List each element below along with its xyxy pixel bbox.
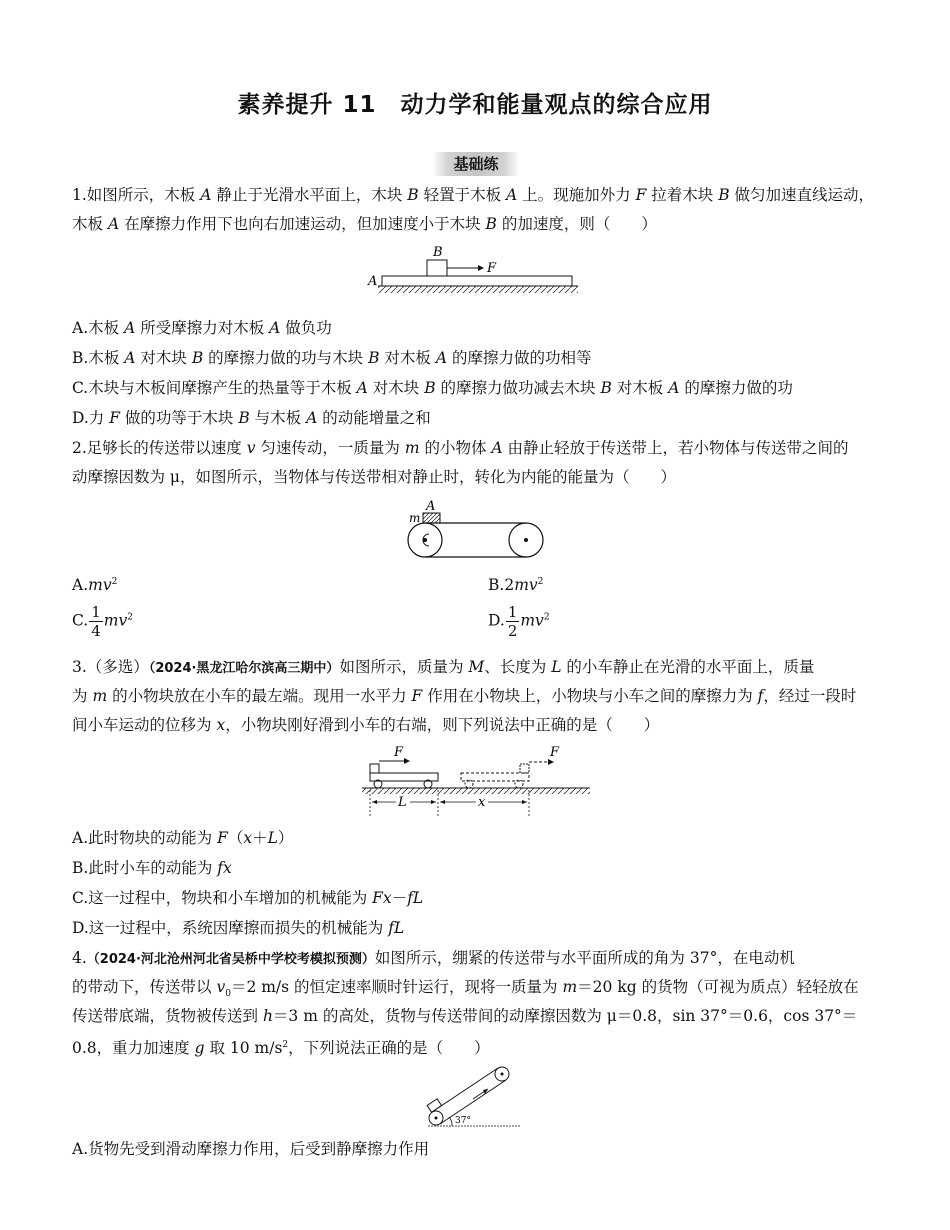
- q2-option-a: $A.mv^2$: [72, 576, 118, 595]
- q2-option-d: D. $\frac{1}{2}$ $mv^2$: [488, 603, 550, 640]
- q3-option-a: A.此时物块的动能为 F（x＋L）: [72, 829, 294, 847]
- q1-stem-line2: 木板 A 在摩擦力作用下也向右加速运动，但加速度小于木块 B 的加速度，则（ ）: [72, 215, 657, 233]
- q4-option-a: A.货物先受到滑动摩擦力作用，后受到静摩擦力作用: [72, 1140, 430, 1158]
- q2-label-a: A: [426, 499, 436, 514]
- q1-option-c: C.木块与木板间摩擦产生的热量等于木板 A 对木块 B 的摩擦力做功减去木块 B 对木板 A 的摩擦力做的功: [72, 379, 793, 397]
- q1-label-b: B: [433, 245, 443, 260]
- q2-label-m: m: [409, 511, 421, 525]
- q2-stem-line2: 动摩擦因数为 μ，如图所示，当物体与传送带相对静止时，转化为内能的能量为（ ）: [72, 468, 677, 486]
- q1-label-a: A: [368, 274, 378, 289]
- q1-ground-hatch: [378, 286, 578, 293]
- q1-stem-line1: 1.如图所示，木板 A 静止于光滑水平面上，木块 B 轻置于木板 A 上。现施加外力 F 拉着木块 B 做匀加速直线运动，: [72, 186, 875, 204]
- q2-figure: [398, 496, 558, 564]
- q1-option-b: B.木板 A 对木块 B 的摩擦力做的功与木块 B 对木板 A 的摩擦力做的功相等: [72, 349, 592, 367]
- q2-block-a: [423, 513, 440, 523]
- q4-stem-line1: 4.（2024·河北沧州河北省吴桥中学校考模拟预测）如图所示，绷紧的传送带与水平面所成的角为 37°，在电动机: [72, 949, 795, 967]
- q4-figure: [418, 1060, 528, 1132]
- q3-block-start: [370, 764, 379, 773]
- q4-stem-line3: 传送带底端，货物被传送到 h＝3 m 的高处，货物与传送带间的动摩擦因数为 μ＝0.8，sin 37°＝0.6，cos 37°＝: [72, 1007, 858, 1025]
- q1-label-f: F: [487, 261, 497, 276]
- q2-stem-line1: 2.足够长的传送带以速度 v 匀速传动，一质量为 m 的小物体 A 由静止轻放于传送带上，若小物体与传送带之间的: [72, 439, 849, 457]
- q3-stem-line3: 间小车运动的位移为 x，小物块刚好滑到小车的右端，则下列说法中正确的是（ ）: [72, 716, 660, 734]
- q3-cart-end: [461, 773, 529, 781]
- q3-block-end: [520, 764, 529, 773]
- q4-angle-label: 37°: [455, 1116, 471, 1126]
- q1-option-d: D.力 F 做的功等于木块 B 与木板 A 的动能增量之和: [72, 409, 431, 427]
- q3-label-l: L: [398, 795, 407, 810]
- q1-board-a: [382, 276, 572, 286]
- q4-belt-bottom: [440, 1080, 506, 1124]
- q3-label-f2: F: [550, 745, 560, 760]
- q3-stem-line2: 为 m 的小物块放在小车的最左端。现用一水平力 F 作用在小物块上，小物块与小车之间的摩擦力为 f，经过一段时: [72, 687, 857, 705]
- q3-label-x: x: [478, 795, 486, 810]
- q3-ground-hatch: [362, 788, 590, 794]
- q4-stem-line2: 的带动下，传送带以 $v_0=2$ m/s 的恒定速率顺时针运行，现将一质量为 m＝20 kg 的货物（可视为质点）轻轻放在: [72, 978, 859, 1000]
- q2-option-c: C. $\frac{1}{4}$ $mv^2$: [72, 603, 133, 640]
- q3-option-b: B.此时小车的动能为 fx: [72, 859, 232, 877]
- q3-stem-line1: 3.（多选）（2024·黑龙江哈尔滨高三期中）如图所示，质量为 M、长度为 L 的小车静止在光滑的水平面上，质量: [72, 658, 815, 676]
- q2-option-b: $B.2mv^2$: [488, 576, 544, 595]
- q4-cargo: [427, 1099, 441, 1112]
- q1-figure: [360, 240, 590, 298]
- q1-option-a: A.木板 A 所受摩擦力对木板 A 做负功: [72, 319, 332, 337]
- q4-angle-arc: [449, 1117, 452, 1126]
- section-tag: 基础练: [432, 152, 520, 176]
- q4-stem-line4: 0.8，重力加速度 g 取 10 $m/s^2$，下列说法正确的是（ ）: [72, 1039, 490, 1058]
- q3-label-f1: F: [394, 745, 404, 760]
- q1-block-b: [427, 260, 447, 276]
- q3-option-d: D.这一过程中，系统因摩擦而损失的机械能为 fL: [72, 919, 405, 937]
- q3-figure: [358, 742, 598, 822]
- q3-option-c: C.这一过程中，物块和小车增加的机械能为 Fx－fL: [72, 889, 424, 907]
- page-title: 素养提升 11 动力学和能量观点的综合应用: [237, 92, 713, 118]
